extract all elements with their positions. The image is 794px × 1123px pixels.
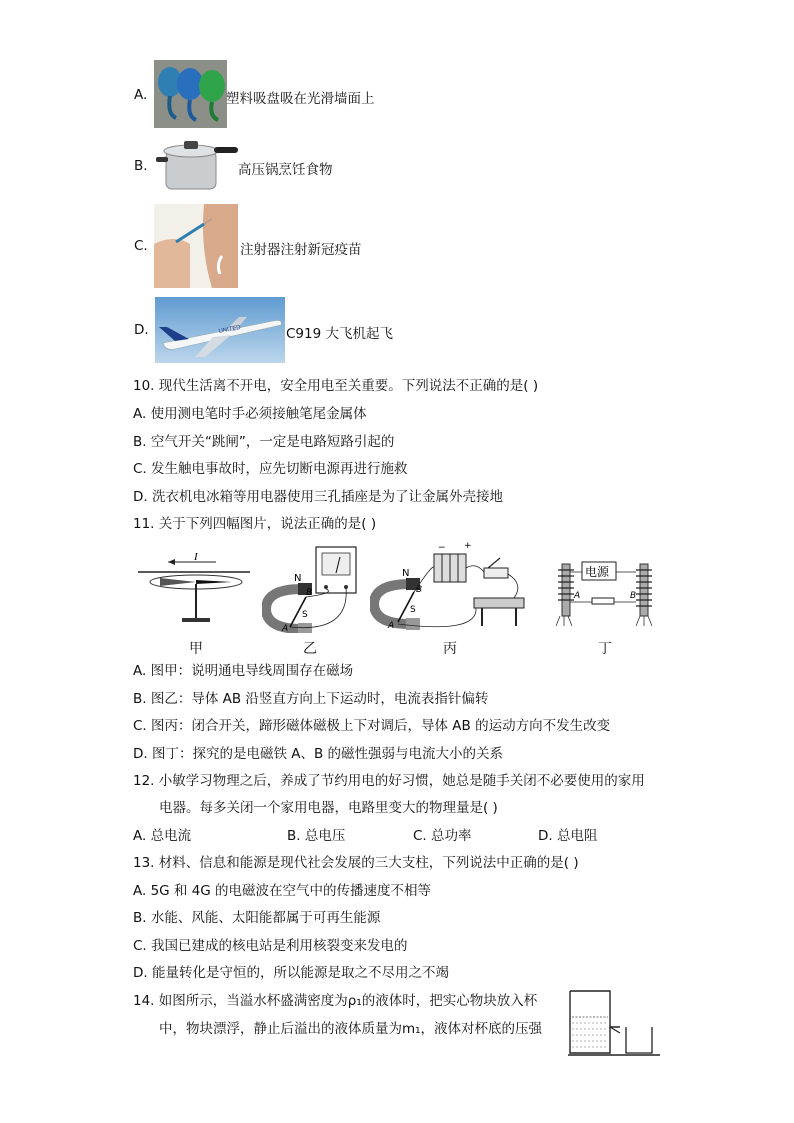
option-letter: B. [134, 158, 148, 174]
option-d: D. 总电阻 [538, 828, 598, 844]
svg-text:N: N [294, 573, 302, 584]
question-stem-line2: 中，物块漂浮，静止后溢出的液体质量为m₁，液体对杯底的压强 [159, 1021, 543, 1037]
option-c: C. 总功率 [413, 828, 472, 844]
option-a: A. 5G 和 4G 的电磁波在空气中的传播速度不相等 [133, 883, 432, 899]
option-b: B. 空气开关“跳闸”，一定是电路短路引起的 [133, 434, 395, 450]
suction-cups-photo [154, 60, 227, 128]
option-a: A. 使用测电笔时手必须接触笔尾金属体 [133, 406, 367, 422]
svg-text:I: I [194, 551, 198, 563]
plane-livery-text: UNITED [218, 324, 242, 335]
option-c: C. 发生触电事故时，应先切断电源再进行施救 [133, 461, 408, 477]
svg-text:+: + [464, 541, 472, 551]
vaccine-injection-photo [154, 204, 238, 288]
option-b: B. 水能、风能、太阳能都属于可再生能源 [133, 910, 381, 926]
option-a: A. 总电流 [133, 828, 192, 844]
question-stem-line1: 12. 小敏学习物理之后，养成了节约用电的好习惯，她总是随手关闭不必要使用的家用 [133, 773, 645, 789]
figure-bing [370, 540, 530, 635]
option-c: C. 图丙：闭合开关，蹄形磁体磁极上下对调后，导体 AB 的运动方向不发生改变 [133, 718, 611, 734]
option-letter: D. [134, 322, 149, 338]
overflow-cup-figure [568, 987, 660, 1059]
option-b: B. 图乙：导体 AB 沿竖直方向上下运动时，电流表指针偏转 [133, 691, 489, 707]
svg-text:S: S [410, 605, 416, 615]
figure-ding [552, 558, 660, 630]
question-stem: 10. 现代生活离不开电，安全用电至关重要。下列说法不正确的是( ) [133, 378, 539, 394]
figure-label-ding: 丁 [598, 641, 612, 657]
option-d: D. 能量转化是守恒的，所以能源是取之不尽用之不竭 [133, 965, 449, 981]
svg-text:−: − [438, 543, 446, 553]
question-stem: 13. 材料、信息和能源是现代社会发展的三大支柱，下列说法中正确的是( ) [133, 855, 579, 871]
svg-text:B: B [630, 591, 637, 601]
figure-label-yi: 乙 [303, 641, 317, 657]
question-stem-line2: 电器。每多关闭一个家用电器，电路里变大的物理量是( ) [159, 800, 498, 816]
svg-text:A: A [388, 621, 395, 631]
option-text: 注射器注射新冠疫苗 [240, 242, 362, 258]
option-d: D. 图丁：探究的是电磁铁 A、B 的磁性强弱与电流大小的关系 [133, 746, 504, 762]
option-d: D. 洗衣机电冰箱等用电器使用三孔插座是为了让金属外壳接地 [133, 489, 503, 505]
option-c: C. 我国已建成的核电站是利用核裂变来发电的 [133, 938, 408, 954]
pressure-cooker-photo [154, 137, 239, 195]
airplane-photo [155, 297, 285, 363]
option-text: 高压锅烹饪食物 [238, 162, 333, 178]
option-text: C919 大飞机起飞 [286, 326, 393, 342]
figure-jia [138, 550, 254, 630]
option-letter: C. [134, 238, 148, 254]
svg-text:A: A [282, 624, 289, 633]
figure-yi [262, 545, 362, 633]
svg-text:S: S [302, 610, 308, 620]
option-letter: A. [134, 87, 148, 103]
figure-label-jia: 甲 [189, 641, 203, 657]
option-text: 塑料吸盘吸在光滑墙面上 [226, 91, 375, 107]
svg-text:B: B [306, 588, 313, 598]
svg-text:B: B [416, 585, 423, 595]
svg-text:电源: 电源 [585, 565, 610, 579]
question-stem: 11. 关于下列四幅图片，说法正确的是( ) [133, 516, 377, 532]
figure-label-bing: 丙 [443, 641, 457, 657]
svg-text:A: A [574, 591, 581, 601]
option-a: A. 图甲：说明通电导线周围存在磁场 [133, 663, 354, 679]
question-stem-line1: 14. 如图所示，当溢水杯盛满密度为ρ₁的液体时，把实心物块放入杯 [133, 993, 538, 1009]
option-b: B. 总电压 [287, 828, 346, 844]
svg-text:N: N [402, 568, 410, 579]
